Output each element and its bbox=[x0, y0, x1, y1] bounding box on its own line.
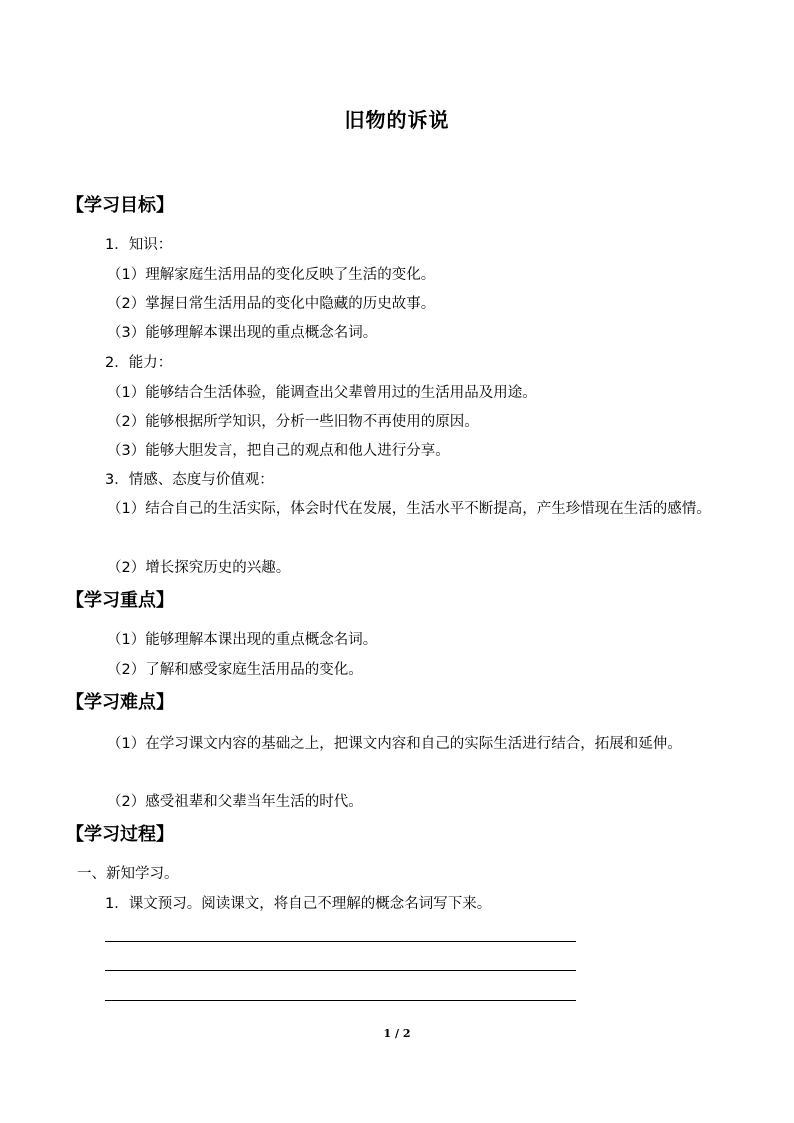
goal-knowledge-item: （1）理解家庭生活用品的变化反映了生活的变化。 bbox=[107, 267, 436, 283]
page-number: 1 / 2 bbox=[383, 1027, 411, 1040]
heading-key-points: 【学习重点】 bbox=[66, 590, 174, 611]
heading-learning-goals: 【学习目标】 bbox=[66, 195, 174, 216]
goal-emotion-item: （2）增长探究历史的兴趣。 bbox=[107, 560, 291, 576]
goal-emotion-label: 3．情感、态度与价值观： bbox=[105, 472, 274, 488]
difficulty-item: （1）在学习课文内容的基础之上，把课文内容和自己的实际生活进行结合，拓展和延伸。 bbox=[107, 736, 682, 752]
task-preview: 1．课文预习。阅读课文，将自己不理解的概念名词写下来。 bbox=[105, 896, 492, 912]
heading-learning-process: 【学习过程】 bbox=[66, 824, 174, 845]
goal-ability-item: （1）能够结合生活体验，能调查出父辈曾用过的生活用品及用途。 bbox=[107, 385, 537, 401]
page-title: 旧物的诉说 bbox=[344, 108, 450, 132]
goal-ability-label: 2．能力： bbox=[105, 355, 173, 371]
goal-ability-item: （2）能够根据所学知识，分析一些旧物不再使用的原因。 bbox=[107, 414, 479, 430]
answer-line[interactable] bbox=[105, 941, 576, 942]
goal-emotion-item: （1）结合自己的生活实际，体会时代在发展，生活水平不断提高，产生珍惜现在生活的感情。 bbox=[107, 501, 711, 517]
key-point-item: （2）了解和感受家庭生活用品的变化。 bbox=[107, 662, 363, 678]
section-new-knowledge: 一、新知学习。 bbox=[77, 866, 179, 882]
heading-difficulties: 【学习难点】 bbox=[66, 692, 174, 713]
goal-ability-item: （3）能够大胆发言，把自己的观点和他人进行分享。 bbox=[107, 443, 450, 459]
answer-line[interactable] bbox=[105, 970, 576, 971]
goal-knowledge-item: （3）能够理解本课出现的重点概念名词。 bbox=[107, 325, 378, 341]
answer-line[interactable] bbox=[105, 1000, 576, 1001]
goal-knowledge-label: 1．知识： bbox=[105, 237, 173, 253]
goal-knowledge-item: （2）掌握日常生活用品的变化中隐藏的历史故事。 bbox=[107, 296, 436, 312]
key-point-item: （1）能够理解本课出现的重点概念名词。 bbox=[107, 632, 378, 648]
difficulty-item: （2）感受祖辈和父辈当年生活的时代。 bbox=[107, 794, 363, 810]
